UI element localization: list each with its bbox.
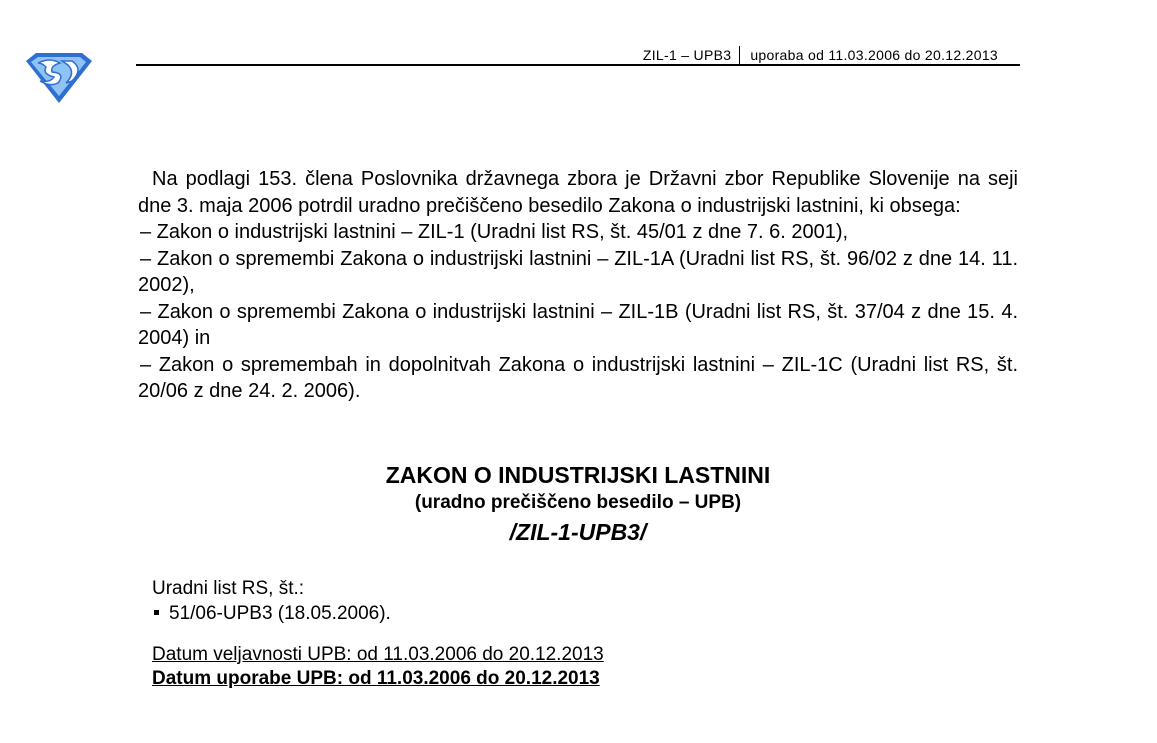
validity-date: Datum veljavnosti UPB: od 11.03.2006 do 20.12.2013 bbox=[152, 644, 604, 665]
law-list-item: – Zakon o spremembi Zakona o industrijski lastnini – ZIL-1B (Uradni list RS, št. 37/04 z dne 15. 4. 2004) in bbox=[138, 300, 1018, 349]
document-subtitle: (uradno prečiščeno besedilo – UPB) bbox=[414, 492, 742, 513]
header-text bbox=[643, 46, 998, 64]
header-separator bbox=[739, 46, 740, 64]
bullet-icon bbox=[154, 610, 159, 615]
gazette-block bbox=[152, 576, 391, 626]
document-title: ZAKON O INDUSTRIJSKI LASTNINI bbox=[385, 462, 771, 488]
law-list-item: – Zakon o industrijski lastnini – ZIL-1 (Uradni list RS, št. 45/01 z dne 7. 6. 2001), bbox=[140, 221, 849, 243]
law-list-item: – Zakon o spremembi Zakona o industrijski lastnini – ZIL-1A (Uradni list RS, št. 96/02 z dne 14. 11. 2002), bbox=[138, 247, 1018, 296]
gazette-entry bbox=[152, 601, 391, 626]
sd-shield-logo-icon bbox=[22, 47, 96, 105]
header-doc-code: ZIL-1 – UPB3 bbox=[642, 47, 732, 63]
intro-block bbox=[138, 166, 1018, 405]
gazette-entry-text: 51/06-UPB3 (18.05.2006). bbox=[169, 603, 391, 624]
page-header bbox=[136, 44, 1020, 66]
law-list-item: – Zakon o spremembah in dopolnitvah Zakona o industrijski lastnini – ZIL-1C (Uradni list RS, št. 20/06 z dne 24. 2. 2006). bbox=[138, 353, 1018, 402]
intro-paragraph: Na podlagi 153. člena Poslovnika državnega zbora je Državni zbor Republike Slovenije na seji dne 3. maja 2006 potrdil uradno prečiščeno besedilo Zakona o industrijski lastnini, ki obsega: bbox=[138, 168, 1018, 217]
document-title-block bbox=[60, 460, 1096, 548]
header-usage-period: uporaba od 11.03.2006 do 20.12.2013 bbox=[750, 47, 998, 63]
document-code: /ZIL-1-UPB3/ bbox=[509, 519, 647, 545]
validity-block bbox=[152, 643, 604, 691]
gazette-label: Uradni list RS, št.: bbox=[152, 578, 305, 599]
usage-date: Datum uporabe UPB: od 11.03.2006 do 20.12.2013 bbox=[152, 668, 600, 689]
